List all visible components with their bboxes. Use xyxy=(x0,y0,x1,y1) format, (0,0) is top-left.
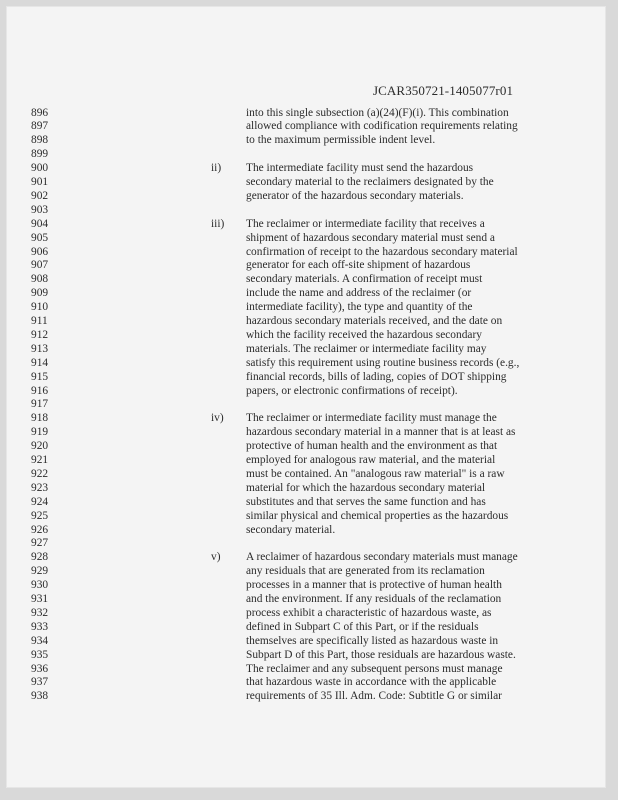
line-number: 935 xyxy=(31,648,49,661)
line-text: The intermediate facility must send the hazardous xyxy=(246,162,474,175)
document-id: JCAR350721-1405077r01 xyxy=(373,83,514,98)
document-line xyxy=(6,495,606,509)
document-line xyxy=(6,258,606,272)
line-number: 919 xyxy=(31,426,49,439)
line-text: defined in Subpart C of this Part, or if the residuals xyxy=(246,620,479,633)
line-text: generator of the hazardous secondary materials. xyxy=(246,189,464,202)
line-text: materials. The reclaimer or intermediate facility may xyxy=(246,342,487,355)
document-line xyxy=(6,147,606,161)
line-number: 918 xyxy=(31,412,49,425)
line-text: must be contained. An "analogous raw material" is a raw xyxy=(246,467,505,480)
line-text: The reclaimer or intermediate facility must manage the xyxy=(246,412,497,425)
line-text: themselves are specifically listed as hazardous waste in xyxy=(246,634,499,647)
document-line xyxy=(6,217,606,231)
document-line xyxy=(6,397,606,411)
document-line xyxy=(6,189,606,203)
document-line xyxy=(6,119,606,133)
line-text: to the maximum permissible indent level. xyxy=(246,134,436,147)
line-number: 924 xyxy=(31,495,49,508)
document-line xyxy=(6,106,606,120)
line-text: secondary material to the reclaimers designated by the xyxy=(246,176,494,188)
line-text: The reclaimer or intermediate facility that receives a xyxy=(246,217,485,230)
line-text: protective of human health and the environment as that xyxy=(246,440,498,453)
document-line xyxy=(6,648,606,662)
document-line xyxy=(6,675,606,689)
line-number: 912 xyxy=(31,328,49,341)
document-line xyxy=(6,300,606,314)
line-number: 929 xyxy=(31,565,49,578)
line-number: 910 xyxy=(31,301,49,314)
document-line xyxy=(6,439,606,453)
line-number: 930 xyxy=(31,579,49,592)
line-text: intermediate facility), the type and quantity of the xyxy=(246,301,473,314)
line-text: which the facility received the hazardous secondary xyxy=(246,328,482,341)
line-number: 922 xyxy=(31,467,49,480)
document-line xyxy=(6,370,606,384)
document-line xyxy=(6,272,606,286)
line-text: any residuals that are generated from its reclamation xyxy=(246,565,485,578)
line-number: 927 xyxy=(31,537,49,550)
document-line xyxy=(6,245,606,259)
line-number: 897 xyxy=(31,120,49,133)
line-number: 915 xyxy=(31,370,49,383)
line-text: financial records, bills of lading, copies of DOT shipping xyxy=(246,370,507,383)
line-number: 913 xyxy=(31,342,49,355)
document-line xyxy=(6,328,606,342)
document-line xyxy=(6,425,606,439)
document-line xyxy=(6,231,606,245)
document-line xyxy=(6,453,606,467)
document-line xyxy=(6,578,606,592)
document-line xyxy=(6,662,606,676)
line-number: 899 xyxy=(31,148,49,161)
document-line xyxy=(6,203,606,217)
line-text: generator for each off-site shipment of hazardous xyxy=(246,259,471,272)
line-number: 905 xyxy=(31,231,49,244)
line-text: process exhibit a characteristic of hazardous waste, as xyxy=(246,606,492,619)
line-number: 923 xyxy=(31,481,49,494)
line-text: and the environment. If any residuals of the reclamation xyxy=(246,593,502,605)
line-text: material for which the hazardous secondary material xyxy=(246,481,486,494)
document-line xyxy=(6,689,606,703)
line-number: 917 xyxy=(31,398,49,411)
document-line xyxy=(6,620,606,634)
line-text: satisfy this requirement using routine business records (e.g., xyxy=(246,356,520,369)
line-text: confirmation of receipt to the hazardous secondary material xyxy=(246,245,518,258)
document-page xyxy=(6,6,606,788)
line-number: 936 xyxy=(31,662,49,675)
line-text: into this single subsection (a)(24)(F)(i). This combination xyxy=(246,106,509,119)
line-text: include the name and address of the reclaimer (or xyxy=(246,287,472,300)
line-number: 928 xyxy=(31,551,49,564)
line-number: 896 xyxy=(31,106,49,119)
line-number: 900 xyxy=(31,162,49,175)
line-number: 911 xyxy=(31,315,48,327)
line-text: substitutes and that serves the same function and has xyxy=(246,495,486,508)
item-marker: iii) xyxy=(211,217,225,230)
document-line xyxy=(6,536,606,550)
line-number: 937 xyxy=(31,676,49,689)
line-text: secondary material. xyxy=(246,523,336,536)
line-text: A reclaimer of hazardous secondary materials must manage xyxy=(246,551,518,564)
line-text: that hazardous waste in accordance with the applicable xyxy=(246,676,497,689)
document-line xyxy=(6,384,606,398)
line-text: papers, or electronic confirmations of receipt). xyxy=(246,384,458,397)
document-line xyxy=(6,314,606,328)
item-marker: v) xyxy=(211,551,221,564)
line-number: 934 xyxy=(31,634,49,647)
document-line xyxy=(6,606,606,620)
document-line xyxy=(6,550,606,564)
document-line xyxy=(6,161,606,175)
line-text: secondary materials. A confirmation of receipt must xyxy=(246,273,483,286)
item-marker: iv) xyxy=(211,412,224,425)
document-line xyxy=(6,634,606,648)
document-line xyxy=(6,286,606,300)
document-line xyxy=(6,564,606,578)
line-text: Subpart D of this Part, those residuals are hazardous waste. xyxy=(246,648,516,661)
document-line xyxy=(6,592,606,606)
line-text: similar physical and chemical properties as the hazardous xyxy=(246,509,509,522)
document-line xyxy=(6,481,606,495)
line-number: 932 xyxy=(31,606,49,619)
line-number: 916 xyxy=(31,384,49,397)
line-text: processes in a manner that is protective of human health xyxy=(246,579,502,592)
line-text: shipment of hazardous secondary material must send a xyxy=(246,231,495,244)
document-line xyxy=(6,523,606,537)
line-number: 901 xyxy=(31,176,49,188)
line-text: hazardous secondary materials received, and the date on xyxy=(246,315,503,327)
line-number: 904 xyxy=(31,217,49,230)
line-number: 906 xyxy=(31,245,49,258)
line-number: 925 xyxy=(31,509,49,522)
line-number: 902 xyxy=(31,189,49,202)
document-line xyxy=(6,411,606,425)
line-text: requirements of 35 Ill. Adm. Code: Subtitle G or similar xyxy=(246,690,502,703)
line-number: 921 xyxy=(31,454,49,466)
line-number: 933 xyxy=(31,620,49,633)
document-line xyxy=(6,175,606,189)
line-number: 907 xyxy=(31,259,49,272)
document-line xyxy=(6,356,606,370)
line-text: employed for analogous raw material, and the material xyxy=(246,454,496,466)
line-number: 926 xyxy=(31,523,49,536)
document-line xyxy=(6,509,606,523)
line-number: 914 xyxy=(31,356,49,369)
line-number: 920 xyxy=(31,440,49,453)
document-line xyxy=(6,467,606,481)
line-number: 908 xyxy=(31,273,49,286)
line-number: 898 xyxy=(31,134,49,147)
item-marker: ii) xyxy=(211,162,222,175)
line-number: 909 xyxy=(31,287,49,300)
line-number: 938 xyxy=(31,690,49,703)
document-line xyxy=(6,133,606,147)
line-number: 903 xyxy=(31,203,49,216)
line-text: hazardous secondary material in a manner that is at least as xyxy=(246,426,516,439)
line-text: The reclaimer and any subsequent persons must manage xyxy=(246,662,503,675)
line-text: allowed compliance with codification requirements relating xyxy=(246,120,518,133)
document-line xyxy=(6,342,606,356)
line-number: 931 xyxy=(31,593,49,605)
